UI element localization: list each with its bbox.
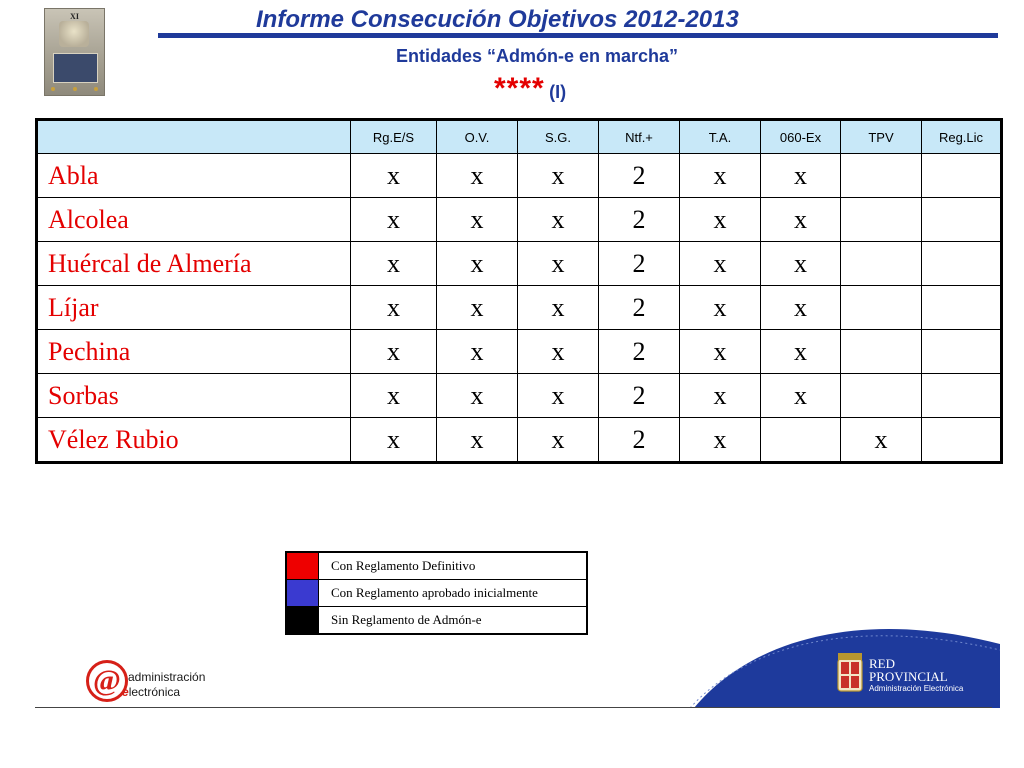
table-cell: x	[518, 242, 599, 286]
table-cell: x	[437, 154, 518, 198]
table-cell: x	[680, 330, 761, 374]
table-cell: x	[761, 286, 841, 330]
table-cell: 2	[599, 374, 680, 418]
title-underline	[158, 33, 998, 38]
municipality-name: Alcolea	[37, 198, 351, 242]
legend-row	[286, 552, 587, 580]
table-row	[37, 198, 1002, 242]
part-label: (I)	[549, 82, 567, 102]
municipality-name: Líjar	[37, 286, 351, 330]
provincial-crest-icon	[836, 651, 864, 695]
at-sign-icon: @	[86, 660, 128, 702]
table-cell: x	[680, 154, 761, 198]
legend-color-swatch	[286, 552, 319, 580]
table-cell: x	[351, 286, 437, 330]
municipality-name: Huércal de Almería	[37, 242, 351, 286]
objectives-table	[35, 118, 1003, 464]
table-cell: x	[518, 154, 599, 198]
table-cell: 2	[599, 154, 680, 198]
table-cell: x	[437, 418, 518, 463]
table-cell	[841, 374, 922, 418]
column-header: Reg.Lic	[922, 120, 1002, 154]
table-cell: x	[437, 374, 518, 418]
table-cell: x	[680, 198, 761, 242]
logo-line-2: electrónica	[122, 685, 181, 699]
page-title: Informe Consecución Objetivos 2012-2013	[256, 6, 739, 33]
table-cell	[922, 154, 1002, 198]
legend-table	[285, 551, 588, 635]
legend-label: Sin Reglamento de Admón-e	[319, 607, 588, 635]
column-header: 060-Ex	[761, 120, 841, 154]
column-header: Ntf.+	[599, 120, 680, 154]
table-row	[37, 242, 1002, 286]
table-cell	[922, 374, 1002, 418]
column-header: S.G.	[518, 120, 599, 154]
table-row	[37, 374, 1002, 418]
table-cell: x	[518, 198, 599, 242]
table-cell	[922, 242, 1002, 286]
rating-line	[494, 72, 566, 106]
table-row	[37, 286, 1002, 330]
table-cell: 2	[599, 418, 680, 463]
table-cell: x	[437, 242, 518, 286]
table-cell: x	[351, 418, 437, 463]
table-cell: 2	[599, 330, 680, 374]
table-cell	[841, 198, 922, 242]
administracion-electronica-logo	[86, 660, 216, 706]
logo-provincial: PROVINCIAL	[869, 669, 948, 684]
page-subtitle: Entidades “Admón-e en marcha”	[395, 46, 679, 66]
table-cell: x	[680, 242, 761, 286]
table-cell: x	[351, 374, 437, 418]
table-cell	[841, 242, 922, 286]
column-header: Rg.E/S	[351, 120, 437, 154]
municipality-name: Abla	[37, 154, 351, 198]
table-cell: x	[351, 154, 437, 198]
table-cell: x	[437, 330, 518, 374]
table-cell	[841, 330, 922, 374]
table-cell: 2	[599, 242, 680, 286]
table-cell: x	[351, 198, 437, 242]
cover-logos	[51, 87, 98, 91]
logo-admin-electronica: Administración Electrónica	[869, 684, 964, 693]
table-header-row	[37, 120, 1002, 154]
table-row	[37, 418, 1002, 463]
table-row	[37, 154, 1002, 198]
municipality-name: Vélez Rubio	[37, 418, 351, 463]
table-cell: x	[518, 286, 599, 330]
table-cell: x	[351, 330, 437, 374]
cover-emblem	[59, 21, 89, 47]
logo-line-1: administración	[128, 670, 206, 684]
table-cell: x	[761, 198, 841, 242]
table-cell	[761, 418, 841, 463]
table-cell: x	[518, 418, 599, 463]
legend-label: Con Reglamento Definitivo	[319, 552, 588, 580]
footer-divider	[35, 707, 992, 708]
legend-row	[286, 607, 587, 635]
table-cell: x	[680, 418, 761, 463]
table-cell: x	[680, 286, 761, 330]
red-provincial-logo	[869, 657, 963, 694]
legend-row	[286, 580, 587, 607]
table-cell: x	[437, 286, 518, 330]
table-cell: x	[761, 330, 841, 374]
column-header: T.A.	[680, 120, 761, 154]
municipality-name: Pechina	[37, 330, 351, 374]
table-cell: x	[761, 242, 841, 286]
table-cell	[922, 198, 1002, 242]
table-cell	[841, 286, 922, 330]
legend-label: Con Reglamento aprobado inicialmente	[319, 580, 588, 607]
table-cell: x	[761, 154, 841, 198]
table-cell: 2	[599, 286, 680, 330]
table-cell: x	[518, 374, 599, 418]
table-cell: 2	[599, 198, 680, 242]
table-cell: x	[841, 418, 922, 463]
table-cell: x	[518, 330, 599, 374]
cover-edition-label: XI	[70, 12, 79, 21]
table-cell: x	[680, 374, 761, 418]
municipality-name: Sorbas	[37, 374, 351, 418]
table-cell	[922, 286, 1002, 330]
table-cell: x	[437, 198, 518, 242]
legend-color-swatch	[286, 580, 319, 607]
table-row	[37, 330, 1002, 374]
table-cell	[922, 330, 1002, 374]
table-cell: x	[351, 242, 437, 286]
rating-stars: ****	[494, 72, 545, 105]
table-cell	[922, 418, 1002, 463]
table-cell: x	[761, 374, 841, 418]
legend-color-swatch	[286, 607, 319, 635]
column-header: TPV	[841, 120, 922, 154]
logo-red: RED	[869, 656, 895, 671]
header-cell-entity	[37, 120, 351, 154]
column-header: O.V.	[437, 120, 518, 154]
table-cell	[841, 154, 922, 198]
